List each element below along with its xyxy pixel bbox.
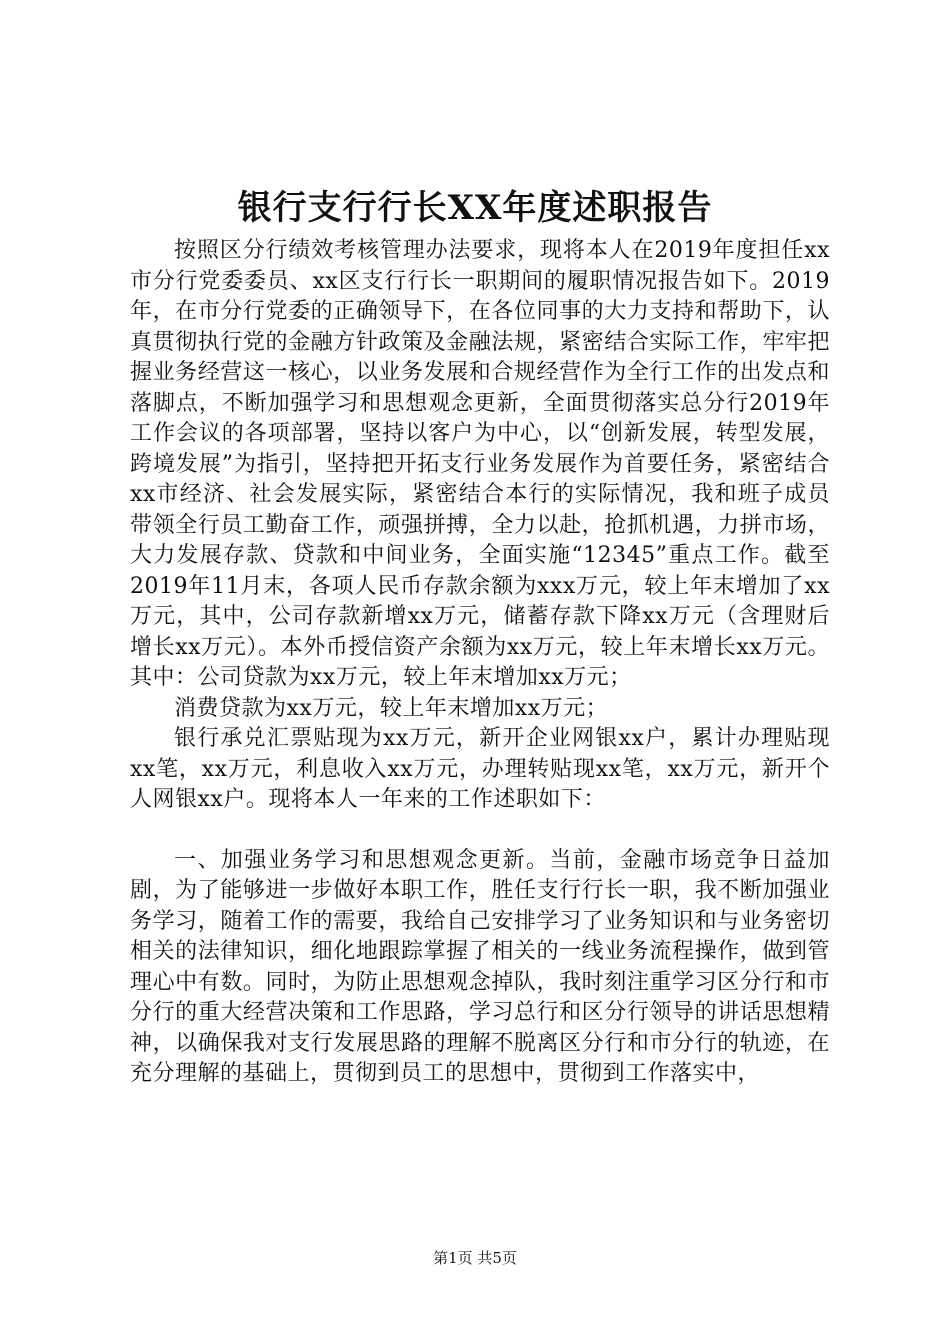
paragraph-section-one: 一、加强业务学习和思想观念更新。当前，金融市场竞争日益加剧，为了能够进一步做好本职工作，胜任支行行长一职，我不断加强业务学习，随着工作的需要，我给自己安排学习了业务知识和与业务密切相关的法律知识，细化地跟踪掌握了相关的一线业务流程操作，做到管理心中有数。同时，为防止思想观念掉队，我时刻注重学习区分行和市分行的重大经营决策和工作思路，学习总行和区分行领导的讲话思想精神，以确保我对支行发展思路的理解不脱离区分行和市分行的轨迹，在充分理解的基础上，贯彻到员工的思想中，贯彻到工作落实中，: [130, 847, 830, 1086]
document-title: 银行支行行长XX年度述职报告: [237, 188, 713, 228]
page-footer: 第1页 共5页: [433, 1249, 517, 1267]
paragraph-discounting: 银行承兑汇票贴现为xx万元，新开企业网银xx户，累计办理贴现xx笔，xx万元，利息收入xx万元，办理转贴现xx笔，xx万元，新开个人网银xx户。现将本人一年来的工作述职如下：: [130, 726, 830, 812]
paragraph-gap: [130, 816, 830, 846]
paragraph-consumer-loans: 消费贷款为xx万元，较上年末增加xx万元；: [174, 695, 609, 721]
paragraph-intro: 按照区分行绩效考核管理办法要求，现将本人在2019年度担任xx市分行党委委员、xx区支行行长一职期间的履职情况报告如下。2019年，在市分行党委的正确领导下，在各位同事的大力支持和帮助下，认真贯彻执行党的金融方针政策及金融法规，紧密结合实际工作，牢牢把握业务经营这一核心，以业务发展和合规经营作为全行工作的出发点和落脚点，不断加强学习和思想观念更新，全面贯彻落实总分行2019年工作会议的各项部署，坚持以客户为中心，以“创新发展，转型发展，跨境发展”为指引，坚持把开拓支行业务发展作为首要任务，紧密结合xx市经济、社会发展实际，紧密结合本行的实际情况，我和班子成员带领全行员工勤奋工作，顽强拼搏，全力以赴，抢抓机遇，力拼市场，大力发展存款、贷款和中间业务，全面实施“12345”重点工作。截至2019年11月末，各项人民币存款余额为xxx万元，较上年末增加了xx万元，其中，公司存款新增xx万元，储蓄存款下降xx万元（含理财后增长xx万元）。本外币授信资产余额为xx万元，较上年末增长xx万元。其中：公司贷款为xx万元，较上年末增加xx万元；: [130, 238, 830, 690]
document-body: [130, 236, 830, 1090]
